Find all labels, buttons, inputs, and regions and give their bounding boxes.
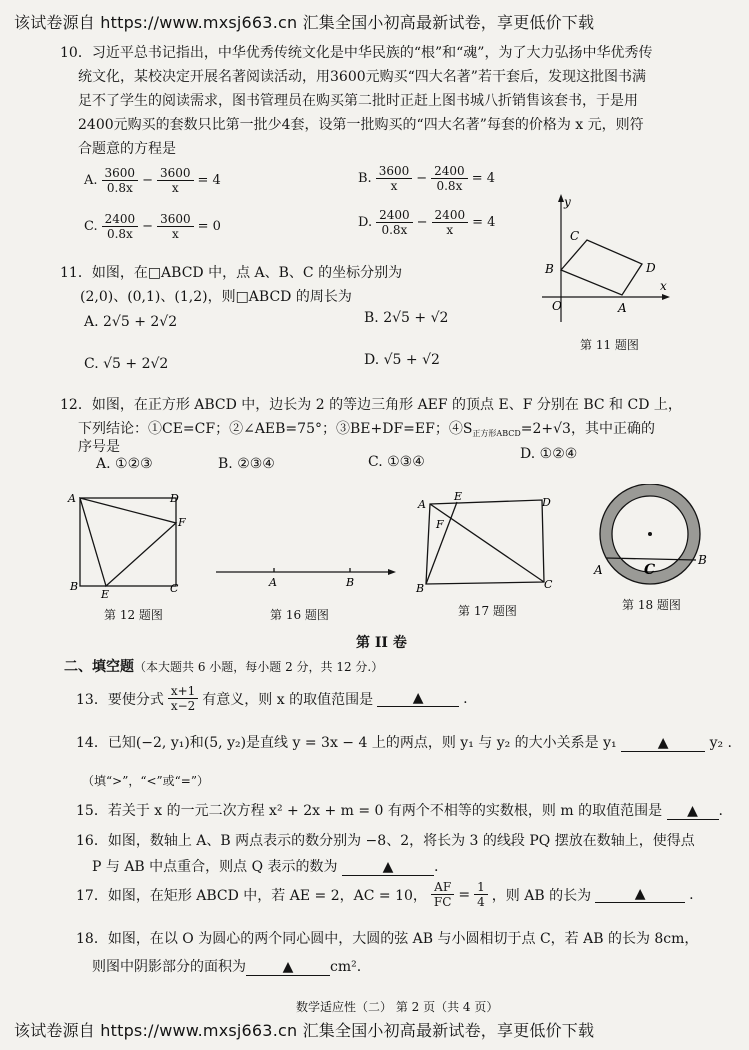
- fig16-caption: 第 16 题图: [270, 608, 329, 622]
- q14-note: （填“>”，“<”或“=”）: [82, 774, 209, 788]
- label-d: D: [170, 492, 179, 505]
- label-d: D: [646, 261, 656, 275]
- fig18-caption: 第 18 题图: [622, 598, 681, 612]
- triangle-aef: [80, 498, 176, 586]
- fraction: $\frac{3600}{x}$: [376, 164, 413, 193]
- q11-option-b[interactable]: B. 2√5 + √2: [364, 310, 449, 326]
- question-15: 15．若关于 x 的一元二次方程 x² + 2x + m = 0 有两个不相等的实数根，则 m 的取值范围是 ▲ .: [76, 803, 723, 819]
- q11-option-d[interactable]: D. √5 + √2: [364, 352, 440, 368]
- option-letter: C.: [84, 219, 98, 234]
- label-a: A: [269, 576, 277, 589]
- q16-line-1: 16．如图，数轴上 A、B 两点表示的数分别为 −8、2，将长为 3 的线段 PQ 摆放在数轴上，使得点: [76, 833, 695, 849]
- q11-option-a[interactable]: A. 2√5 + 2√2: [84, 314, 178, 330]
- label-a: A: [594, 563, 603, 577]
- q12-line-2: 下列结论：①CE=CF；②∠AEB=75°；③BE+DF=EF；$④S_{正方形ABCD}=2+√3$，其中正确的: [78, 421, 655, 438]
- q10-option-d[interactable]: D. $\frac{2400}{0.8x}$ − $\frac{2400}{x}$ = 4: [358, 208, 496, 237]
- label-d: D: [542, 496, 551, 509]
- q10-option-b[interactable]: B. $\frac{3600}{x}$ − $\frac{2400}{0.8x}$ = 4: [358, 164, 495, 193]
- label-b: B: [416, 582, 425, 595]
- fraction: $\frac{x+1}{x-2}$: [168, 684, 198, 713]
- fraction: $\frac{1}{4}$: [474, 880, 488, 909]
- fig17-caption: 第 17 题图: [458, 604, 517, 618]
- x-axis-arrow: [662, 294, 670, 300]
- section-2-title: 第 II 卷: [356, 635, 407, 651]
- label-b: B: [346, 576, 355, 589]
- label-a: A: [68, 492, 76, 505]
- label-b: B: [70, 580, 79, 593]
- option-letter: B.: [358, 171, 372, 186]
- q18-line-1: 18．如图，在以 O 为圆心的两个同心圆中，大圆的弦 AB 与小圆相切于点 C，若 AB 的长为 8cm，: [76, 931, 699, 947]
- q11-figure: [530, 190, 680, 330]
- q18-line-2: 则图中阴影部分的面积为 ▲ cm².: [92, 959, 362, 975]
- q11-caption: 第 11 题图: [580, 338, 639, 352]
- label-c: C: [544, 578, 553, 591]
- q12-line-1: 12．如图，在正方形 ABCD 中，边长为 2 的等边三角形 AEF 的顶点 E、F 分别在 BC 和 CD 上，: [60, 397, 682, 413]
- fraction: $\frac{3600}{0.8x}$: [102, 166, 139, 195]
- label-b: B: [698, 553, 707, 567]
- label-f: F: [178, 516, 186, 529]
- fraction: $\frac{3600}{x}$: [157, 212, 194, 241]
- page-footer: 数学适应性（二） 第 2 页（共 4 页）: [296, 1000, 499, 1014]
- label-f: F: [436, 518, 444, 531]
- label-x: x: [660, 279, 667, 293]
- answer-blank-15[interactable]: ▲: [667, 803, 719, 820]
- q10-option-a[interactable]: A. $\frac{3600}{0.8x}$ − $\frac{3600}{x}$ = 4: [84, 166, 221, 195]
- line-be: [426, 502, 457, 584]
- fill-in-header: 二、填空题（本大题共 6 小题，每小题 2 分，共 12 分.）: [64, 659, 384, 675]
- q10-line-2: 统文化，某校决定开展名著阅读活动，用3600元购买“四大名著”若干套后，发现这批图书满: [78, 69, 646, 85]
- q11-line-1: 11．如图，在□ABCD 中，点 A、B、C 的坐标分别为: [60, 265, 403, 281]
- fraction: $\frac{2400}{0.8x}$: [102, 212, 139, 241]
- fraction: $\frac{3600}{x}$: [157, 166, 194, 195]
- center-point: [648, 532, 652, 536]
- diagonal-ac: [430, 504, 544, 582]
- q12-line-3: 序号是: [78, 439, 120, 455]
- q11-option-c[interactable]: C. √5 + 2√2: [84, 356, 169, 372]
- label-a: A: [418, 498, 426, 511]
- label-c: C: [644, 562, 656, 578]
- option-letter: D.: [358, 215, 373, 230]
- question-17: 17．如图，在矩形 ABCD 中，若 AE = 2，AC = 10， $\frac{AF}{FC}$ = $\frac{1}{4}$ ，则 AB 的长为 ▲ .: [76, 880, 694, 909]
- fraction: $\frac{2400}{0.8x}$: [431, 164, 468, 193]
- source-banner-top: 该试卷源自 https://www.mxsj663.cn 汇集全国小初高最新试卷，享更低价下载: [14, 13, 595, 32]
- answer-blank-17[interactable]: ▲: [595, 886, 685, 903]
- q10-line-1: 10．习近平总书记指出，中华优秀传统文化是中华民族的“根”和“魂”，为了大力弘扬中华优秀传: [60, 45, 653, 61]
- answer-blank-16[interactable]: ▲: [342, 859, 434, 876]
- fig17-figure: [412, 488, 562, 596]
- fig16-number-line: [212, 560, 400, 590]
- label-y: y: [564, 195, 571, 209]
- label-b: B: [545, 262, 554, 276]
- parallelogram: [561, 240, 642, 295]
- label-c: C: [570, 229, 580, 243]
- label-o: O: [552, 299, 562, 313]
- label-e: E: [101, 588, 110, 600]
- label-a: A: [618, 301, 627, 315]
- q12-option-c[interactable]: C. ①③④: [368, 454, 425, 470]
- q10-line-5: 合题意的方程是: [78, 141, 176, 157]
- option-letter: A.: [84, 173, 98, 188]
- fig18-figure: [586, 484, 714, 590]
- source-banner-bottom: 该试卷源自 https://www.mxsj663.cn 汇集全国小初高最新试卷，享更低价下载: [14, 1021, 595, 1040]
- q11-line-2: (2,0)、(0,1)、(1,2)，则□ABCD 的周长为: [80, 289, 352, 305]
- question-14: 14．已知(−2, y₁)和(5, y₂)是直线 y = 3x − 4 上的两点，则 y₁ 与 y₂ 的大小关系是 y₁ ▲ y₂ .: [76, 735, 732, 751]
- fraction: $\frac{2400}{x}$: [432, 208, 469, 237]
- q12-option-a[interactable]: A. ①②③: [96, 456, 153, 472]
- label-e: E: [454, 490, 463, 503]
- axis-arrow: [388, 569, 396, 575]
- q10-option-c[interactable]: C. $\frac{2400}{0.8x}$ − $\frac{3600}{x}$ = 0: [84, 212, 221, 241]
- question-13: 13．要使分式 $\frac{x+1}{x-2}$ 有意义，则 x 的取值范围是 ▲ .: [76, 684, 468, 713]
- q10-line-3: 足不了学生的阅读需求，图书管理员在购买第二批时正赶上图书城八折销售该套书，于是用: [78, 93, 638, 109]
- answer-blank-14[interactable]: ▲: [621, 735, 705, 752]
- q12-figure: [66, 488, 190, 600]
- q16-line-2: P 与 AB 中点重合，则点 Q 表示的数为 ▲ .: [92, 859, 439, 875]
- fraction: $\frac{AF}{FC}$: [431, 880, 455, 909]
- label-c: C: [170, 582, 179, 595]
- q12-caption: 第 12 题图: [104, 608, 163, 622]
- fraction: $\frac{2400}{0.8x}$: [376, 208, 413, 237]
- square: [80, 498, 176, 586]
- answer-blank-18[interactable]: ▲: [246, 959, 330, 976]
- q10-line-4: 2400元购买的套数只比第一批少4套，设第一批购买的“四大名著”每套的价格为 x 元，则符: [78, 117, 644, 133]
- answer-blank-13[interactable]: ▲: [377, 690, 459, 707]
- q12-option-d[interactable]: D. ①②④: [520, 446, 578, 462]
- q12-option-b[interactable]: B. ②③④: [218, 456, 275, 472]
